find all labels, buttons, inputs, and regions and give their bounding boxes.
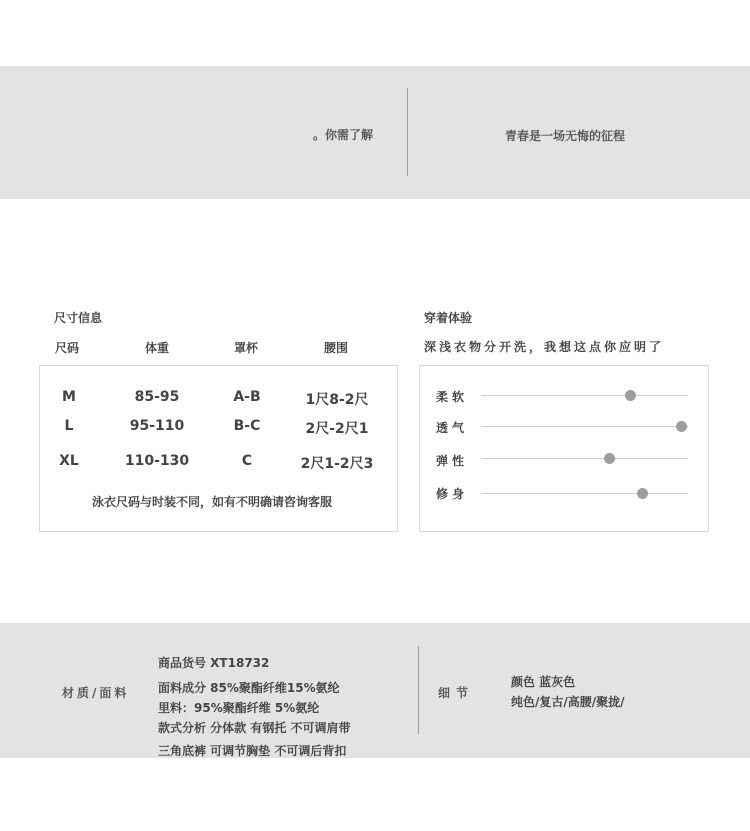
- detail-style: 纯色/复古/高腰/聚拢/: [511, 695, 625, 709]
- table-cell: 95-110: [129, 418, 185, 434]
- size-title: 尺寸信息: [54, 311, 103, 325]
- material-line: 三角底裤 可调节胸垫 不可调后背扣: [158, 744, 347, 758]
- detail-label: 细节: [438, 686, 475, 700]
- size-header-cup: 罩杯: [234, 341, 259, 355]
- header-left-text: 。你需了解: [313, 128, 374, 142]
- wear-track: [481, 493, 688, 494]
- table-cell: A-B: [233, 389, 261, 405]
- table-cell: C: [241, 453, 253, 469]
- table-cell: 1尺8-2尺: [305, 392, 369, 408]
- wear-label-breathable: 透气: [436, 421, 469, 435]
- wear-track: [481, 426, 688, 427]
- table-cell: 110-130: [124, 453, 190, 469]
- size-header-waist: 腰围: [324, 341, 349, 355]
- wear-panel: [419, 365, 709, 532]
- table-cell: B-C: [233, 418, 261, 434]
- table-cell: XL: [59, 453, 79, 469]
- header-band: [0, 66, 750, 199]
- wear-track: [481, 458, 688, 459]
- size-header-size: 尺码: [55, 341, 80, 355]
- material-line: 商品货号 XT18732: [158, 656, 270, 670]
- header-right-text: 青春是一场无悔的征程: [505, 129, 626, 143]
- table-cell: M: [62, 389, 76, 405]
- wear-track: [481, 395, 688, 396]
- table-cell: 2尺-2尺1: [305, 421, 369, 437]
- material-label: 材质/面料: [62, 686, 130, 700]
- header-divider: [407, 88, 408, 176]
- material-divider: [418, 646, 419, 734]
- material-line: 里料：95%聚酯纤维 5%氨纶: [158, 701, 320, 715]
- wear-title: 穿着体验: [424, 311, 473, 325]
- wear-subtitle: 深浅衣物分开洗，我想这点你应明了: [424, 340, 665, 354]
- wear-level-dot: [625, 390, 636, 401]
- table-cell: 2尺1-2尺3: [300, 456, 374, 472]
- table-cell: L: [64, 418, 74, 434]
- material-line: 款式分析 分体款 有钢托 不可调肩带: [158, 721, 351, 735]
- wear-label-soft: 柔软: [436, 390, 469, 404]
- wear-level-dot: [604, 453, 615, 464]
- size-note: 泳衣尺码与时装不同，如有不明确请咨询客服: [92, 495, 333, 509]
- size-table: [39, 365, 398, 532]
- table-cell: 85-95: [134, 389, 180, 405]
- wear-level-dot: [676, 421, 687, 432]
- wear-level-dot: [637, 488, 648, 499]
- wear-label-fit: 修身: [436, 487, 469, 501]
- material-line: 面料成分 85%聚酯纤维15%氨纶: [158, 681, 340, 695]
- wear-label-elastic: 弹性: [436, 454, 469, 468]
- size-header-weight: 体重: [145, 341, 170, 355]
- detail-color: 颜色 蓝灰色: [511, 675, 576, 689]
